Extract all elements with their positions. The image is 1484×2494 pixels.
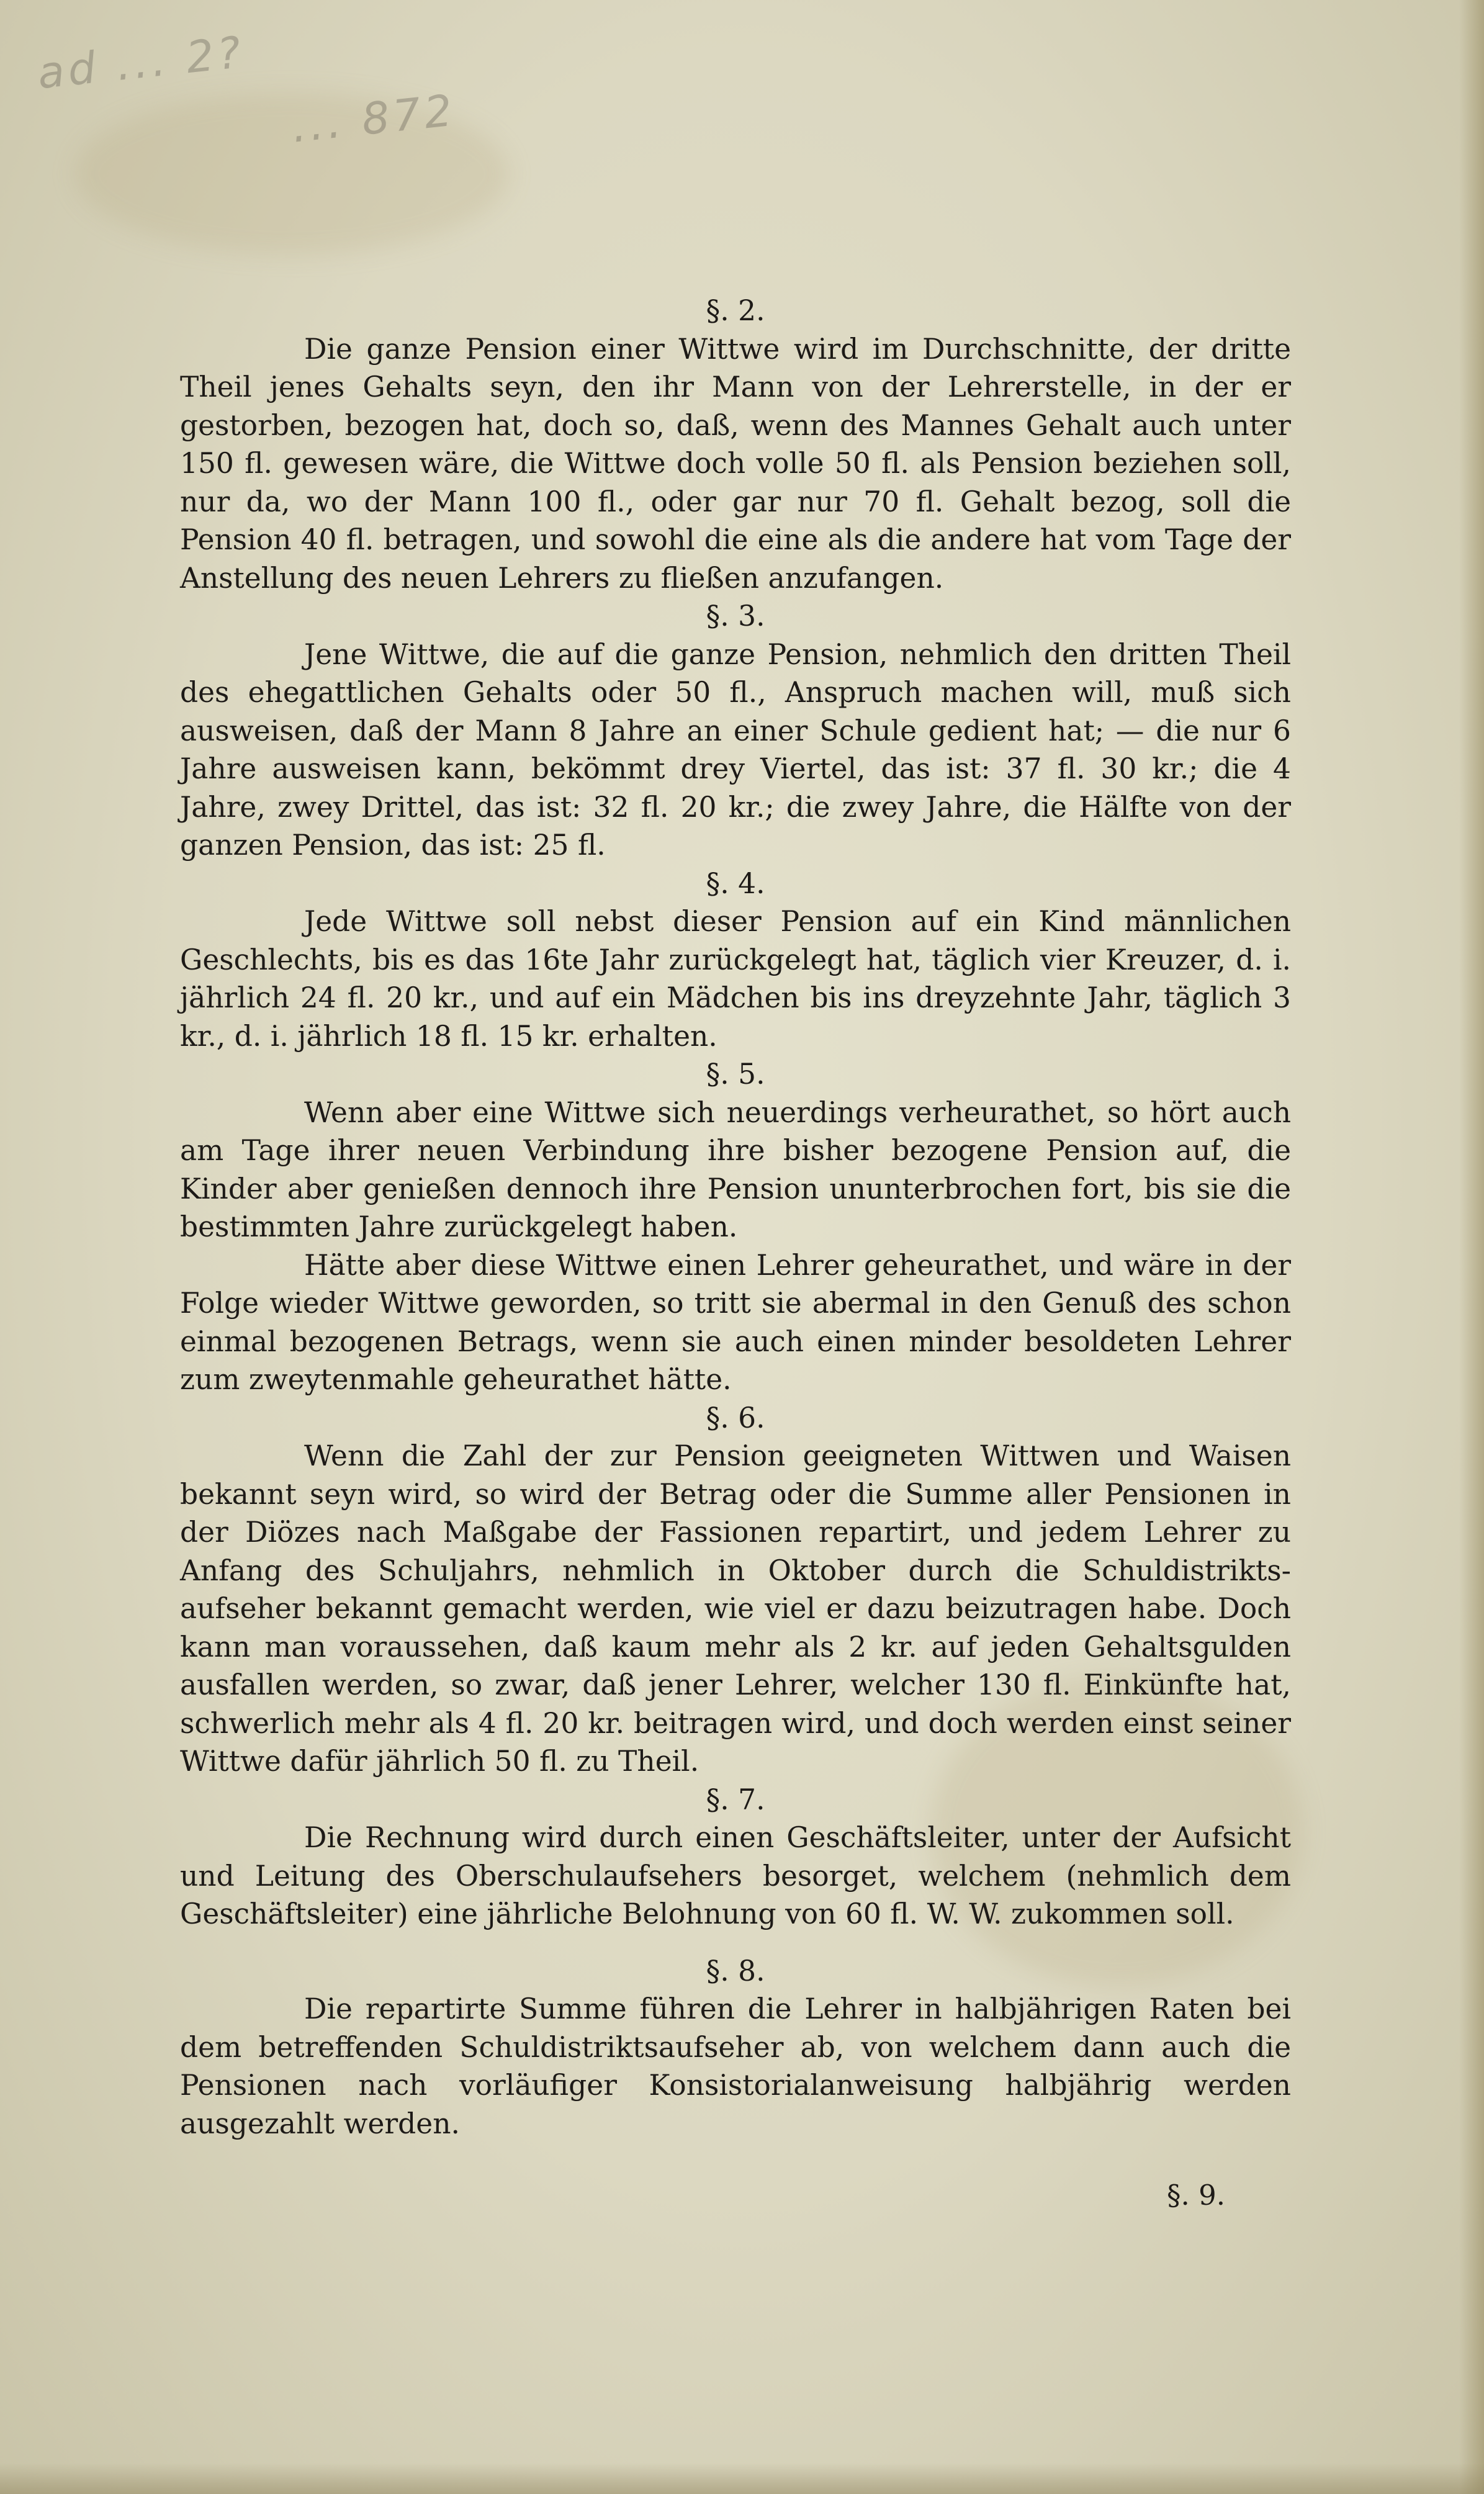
section-paragraph: Die repartirte Summe führen die Lehrer in halbjährigen Raten bei dem betreffenden Schuldistriktsaufseher ab, von welchem dann auch die Pensionen nach vorläufiger Konsistorialanweisung halbjährig werden ausgezahlt werden. (180, 1992, 1291, 2140)
page-edge-shadow (0, 2463, 1484, 2494)
section-heading: §. 5. (706, 1058, 765, 1091)
section-heading: §. 3. (706, 600, 765, 633)
section-heading: §. 4. (706, 867, 765, 900)
section-heading: §. 6. (706, 1401, 765, 1434)
section-paragraph: Jede Wittwe soll nebst dieser Pension auf ein Kind männlichen Geschlechts, bis es das 16te Jahr zurückgelegt hat, täglich vier Kreuzer, d. i. jährlich 24 fl. 20 kr., und auf ein Mädchen bis ins dreyzehnte Jahr, täglich 3 kr., d. i. jährlich 18 fl. 15 kr. erhalten. (180, 905, 1291, 1053)
section-heading: §. 7. (706, 1783, 765, 1816)
section-heading: §. 2. (706, 294, 765, 327)
pencil-note: ad ... 2? (35, 26, 247, 99)
section-paragraph: Die ganze Pension einer Wittwe wird im Durchschnitte, der dritte Theil jenes Gehalts seyn, den ihr Mann von der Lehrerstelle, in der er gestorben, bezogen hat, doch so, daß, wenn des Mannes Gehalt auch unter 150 fl. gewesen wäre, die Wittwe doch volle 50 fl. als Pension beziehen soll, nur da, wo der Mann 100 fl., oder gar nur 70 fl. Gehalt bezog, soll die Pension 40 fl. betragen, und sowohl die eine als die andere hat vom Tage der Anstellung des neuen Lehrers zu fließen anzufangen. (180, 332, 1291, 595)
section-heading: §. 8. (706, 1954, 765, 1988)
pencil-note: ... 872 (289, 84, 459, 153)
section-paragraph: Jene Wittwe, die auf die ganze Pension, nehmlich den dritten Theil des ehegattlichen Gehalts oder 50 fl., Anspruch machen will, muß sich ausweisen, daß der Mann 8 Jahre an einer Schule gedient hat; — die nur 6 Jahre ausweisen kann, bekömmt drey Viertel, das ist: 37 fl. 30 kr.; die 4 Jahre, zwey Drittel, das ist: 32 fl. 20 kr.; die zwey Jahre, die Hälfte von der ganzen Pension, das ist: 25 fl. (180, 637, 1291, 862)
section-paragraph: Wenn aber eine Wittwe sich neuerdings verheurathet, so hört auch am Tage ihrer neuen Verbindung ihre bisher bezogene Pension auf, die Kinder aber genießen dennoch ihre Pension ununterbrochen fort, bis sie die bestimmten Jahre zurückgelegt haben. (180, 1096, 1291, 1243)
catchword: §. 9. (1167, 2179, 1226, 2212)
section-paragraph: Wenn die Zahl der zur Pension geeigneten Wittwen und Waisen bekannt seyn wird, so wird der Betrag oder die Summe aller Pensionen in der Diözes nach Maßgabe der Fassionen repartirt, und jedem Lehrer zu Anfang des Schuljahrs, nehmlich in Oktober durch die Schuldistrikts-aufseher bekannt gemacht werden, wie viel er dazu beizutragen habe. Doch kann man voraussehen, daß kaum mehr als 2 kr. auf jeden Gehaltsgulden ausfallen werden, so zwar, daß jener Lehrer, welcher 130 fl. Einkünfte hat, schwerlich mehr als 4 fl. 20 kr. beitragen wird, und doch werden einst seiner Wittwe dafür jährlich 50 fl. zu Theil. (180, 1439, 1291, 1778)
section-paragraph: Hätte aber diese Wittwe einen Lehrer geheurathet, und wäre in der Folge wieder Wittwe geworden, so tritt sie abermal in den Genuß des schon einmal bezogenen Betrags, wenn sie auch einen minder besoldeten Lehrer zum zweytenmahle geheurathet hätte. (180, 1248, 1291, 1396)
section-paragraph: Die Rechnung wird durch einen Geschäftsleiter, unter der Aufsicht und Leitung des Oberschulaufsehers besorget, welchem (nehmlich dem Geschäftsleiter) eine jährliche Belohnung von 60 fl. W. W. zukommen soll. (180, 1821, 1291, 1930)
page-edge-shadow (1459, 0, 1484, 2494)
document-body (180, 292, 1291, 2143)
